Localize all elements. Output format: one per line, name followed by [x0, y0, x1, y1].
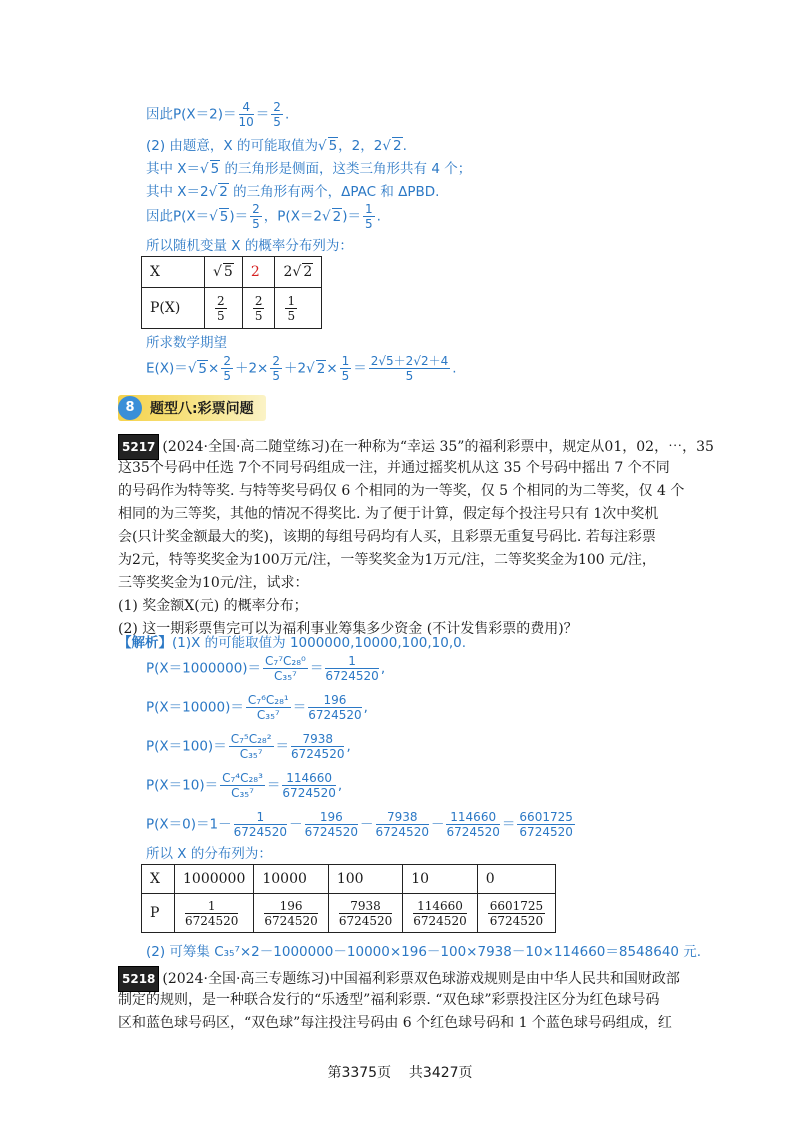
probability-line-3: P(X＝100)＝ $\frac{\text{C₇⁵C₂₈²}}{\text{C₃₅⁷}}$ ＝ $\frac{7938}{6724520}$ , — [146, 732, 351, 761]
part2-answer: (2) 可筹集 C₃₅⁷×2－1000000－10000×196－100×7938－10×114660＝8548640 元. — [146, 944, 702, 960]
distribution-table-2 — [141, 864, 556, 933]
page-total: 共3427页 — [408, 1065, 473, 1081]
distribution-label: 所以 X 的分布列为： — [146, 846, 272, 862]
probability-line-4: P(X＝10)＝ $\frac{\text{C₇⁴C₂₈³}}{\text{C₃₅⁷}}$ ＝ $\frac{114660}{6724520}$ , — [146, 771, 343, 800]
expectation-line: E(X)＝√ 5× $\frac{2}{5}$ ＋2× $\frac{2}{5}$ ＋2√ 2× $\frac{1}{5}$ ＝ $\frac{2√5+2√2+4}{5}$ . — [146, 354, 457, 383]
table-cell: 0 — [477, 865, 555, 894]
analysis-line: 【解析】(1)X 的可能取值为 1000000,10000,100,10,0. — [118, 635, 467, 651]
table-cell: $\frac{7938}{6724520}$ — [328, 894, 402, 933]
solution-line-4: 其中 X＝2√ 2 的三角形有两个，ΔPAC 和 ΔPBD. — [146, 184, 440, 200]
table-cell: $\frac{1}{5}$ — [275, 288, 322, 329]
table-cell: $\frac{6601725}{6724520}$ — [477, 894, 555, 933]
table-cell: 10 — [403, 865, 477, 894]
fraction: $\frac{2}{5}$ — [273, 100, 281, 129]
distribution-table-1 — [141, 256, 322, 329]
table-cell: P(X) — [142, 288, 205, 329]
solution-line-2: (2) 由题意，X 的可能取值为√ 5，2，2√ 2. — [146, 138, 407, 154]
table-row — [142, 288, 322, 329]
question-5217-line: (2) 这一期彩票售完可以为福利事业筹集多少资金 (不计发售彩票的费用)？ — [118, 621, 578, 637]
table-row — [142, 894, 556, 933]
table-cell: X — [142, 865, 175, 894]
question-5217-line: 会(只计奖金额最大的奖)，该期的每组号码均有人买，且彩票无重复号码比. 若每注彩票 — [118, 529, 656, 545]
question-5218-line: 区和蓝色球号码区，“双色球”每注投注号码由 6 个红色球号码和 1 个蓝色球号码组成，红 — [118, 1015, 672, 1031]
table-cell: $\frac{2}{5}$ — [205, 288, 243, 329]
solution-line-3: 其中 X＝√ 5 的三角形是侧面，这类三角形共有 4 个； — [146, 161, 472, 177]
fraction: $\frac{4}{10}$ — [238, 100, 254, 129]
question-number-badge: 5217 — [118, 434, 159, 460]
table-cell: 10000 — [254, 865, 328, 894]
section-title: 题型八:彩票问题 — [150, 401, 254, 417]
question-5217-line-1: 5217 (2024·全国·高二随堂练习)在一种称为“幸运 35”的福利彩票中，规定从01，02，⋯，35 — [118, 434, 714, 460]
table-cell: X — [142, 257, 205, 288]
section-number-badge: 8 — [118, 396, 142, 420]
table-row — [142, 257, 322, 288]
table-cell: $\frac{114660}{6724520}$ — [403, 894, 477, 933]
table-cell: 1000000 — [175, 865, 254, 894]
solution-line-1: 因此P(X＝2)＝ $\frac{4}{10}$ ＝ $\frac{2}{5}$ . — [146, 100, 290, 129]
question-5217-line: (1) 奖金额X(元) 的概率分布； — [118, 598, 308, 614]
question-5217-line: 为2元，特等奖奖金为100万元/注，一等奖奖金为1万元/注，二等奖奖金为100 元/注， — [118, 552, 656, 568]
question-5217-line: 相同的为三等奖，其他的情况不得奖比. 为了便于计算，假定每个投注号只有 1次中奖机 — [118, 506, 659, 522]
probability-line-2: P(X＝10000)＝ $\frac{\text{C₇⁶C₂₈¹}}{\text{C₃₅⁷}}$ ＝ $\frac{196}{6724520}$ , — [146, 693, 368, 722]
question-5217-line: 的号码作为特等奖. 与特等奖号码仅 6 个相同的为一等奖，仅 5 个相同的为二等奖，仅 4 个 — [118, 483, 685, 499]
table-cell: P — [142, 894, 175, 933]
probability-line-1: P(X＝1000000)＝ $\frac{\text{C₇⁷C₂₈⁰}}{\text{C₃₅⁷}}$ ＝ $\frac{1}{6724520}$ , — [146, 654, 386, 683]
fraction: $\frac{1}{5}$ — [365, 202, 373, 231]
fraction: $\frac{2}{5}$ — [252, 202, 260, 231]
solution-line-6: 所以随机变量 X 的概率分布列为： — [146, 238, 353, 254]
question-5217-line: 三等奖奖金为10元/注，试求： — [118, 575, 309, 591]
analysis-label: 【解析】 — [118, 635, 172, 651]
table-cell: √ 5 — [205, 257, 243, 288]
table-cell: $\frac{196}{6724520}$ — [254, 894, 328, 933]
page-number: 第3375页 — [327, 1065, 392, 1081]
table-cell: 100 — [328, 865, 402, 894]
question-number-badge: 5218 — [118, 966, 159, 992]
solution-line-5: 因此P(X＝√ 5)＝ $\frac{2}{5}$ ，P(X＝2√ 2)＝ $\frac{1}{5}$ . — [146, 202, 381, 231]
question-5218-line-1: 5218 (2024·全国·高三专题练习)中国福利彩票双色球游戏规则是由中华人民共和国财政部 — [118, 966, 680, 992]
solution-line-7: 所求数学期望 — [146, 335, 227, 351]
page-footer — [0, 1062, 800, 1082]
question-5218-line: 制定的规则，是一种联合发行的“乐透型”福利彩票. “双色球”彩票投注区分为红色球号码 — [118, 992, 660, 1008]
table-cell: $\frac{2}{5}$ — [242, 288, 275, 329]
table-cell: 2 — [242, 257, 275, 288]
table-row — [142, 865, 556, 894]
probability-line-5: P(X＝0)＝1－ $\frac{1}{6724520}$ － $\frac{196}{6724520}$ － $\frac{7938}{6724520}$ － $\frac{114660}{6724520}$ ＝ $\frac{6601725}{6724520}$ — [146, 810, 573, 839]
question-5217-line: 这35个号码中任选 7个不同号码组成一注，并通过摇奖机从这 35 个号码中摇出 7 个不同 — [118, 460, 670, 476]
table-cell: 2√ 2 — [275, 257, 322, 288]
table-cell: $\frac{1}{6724520}$ — [175, 894, 254, 933]
